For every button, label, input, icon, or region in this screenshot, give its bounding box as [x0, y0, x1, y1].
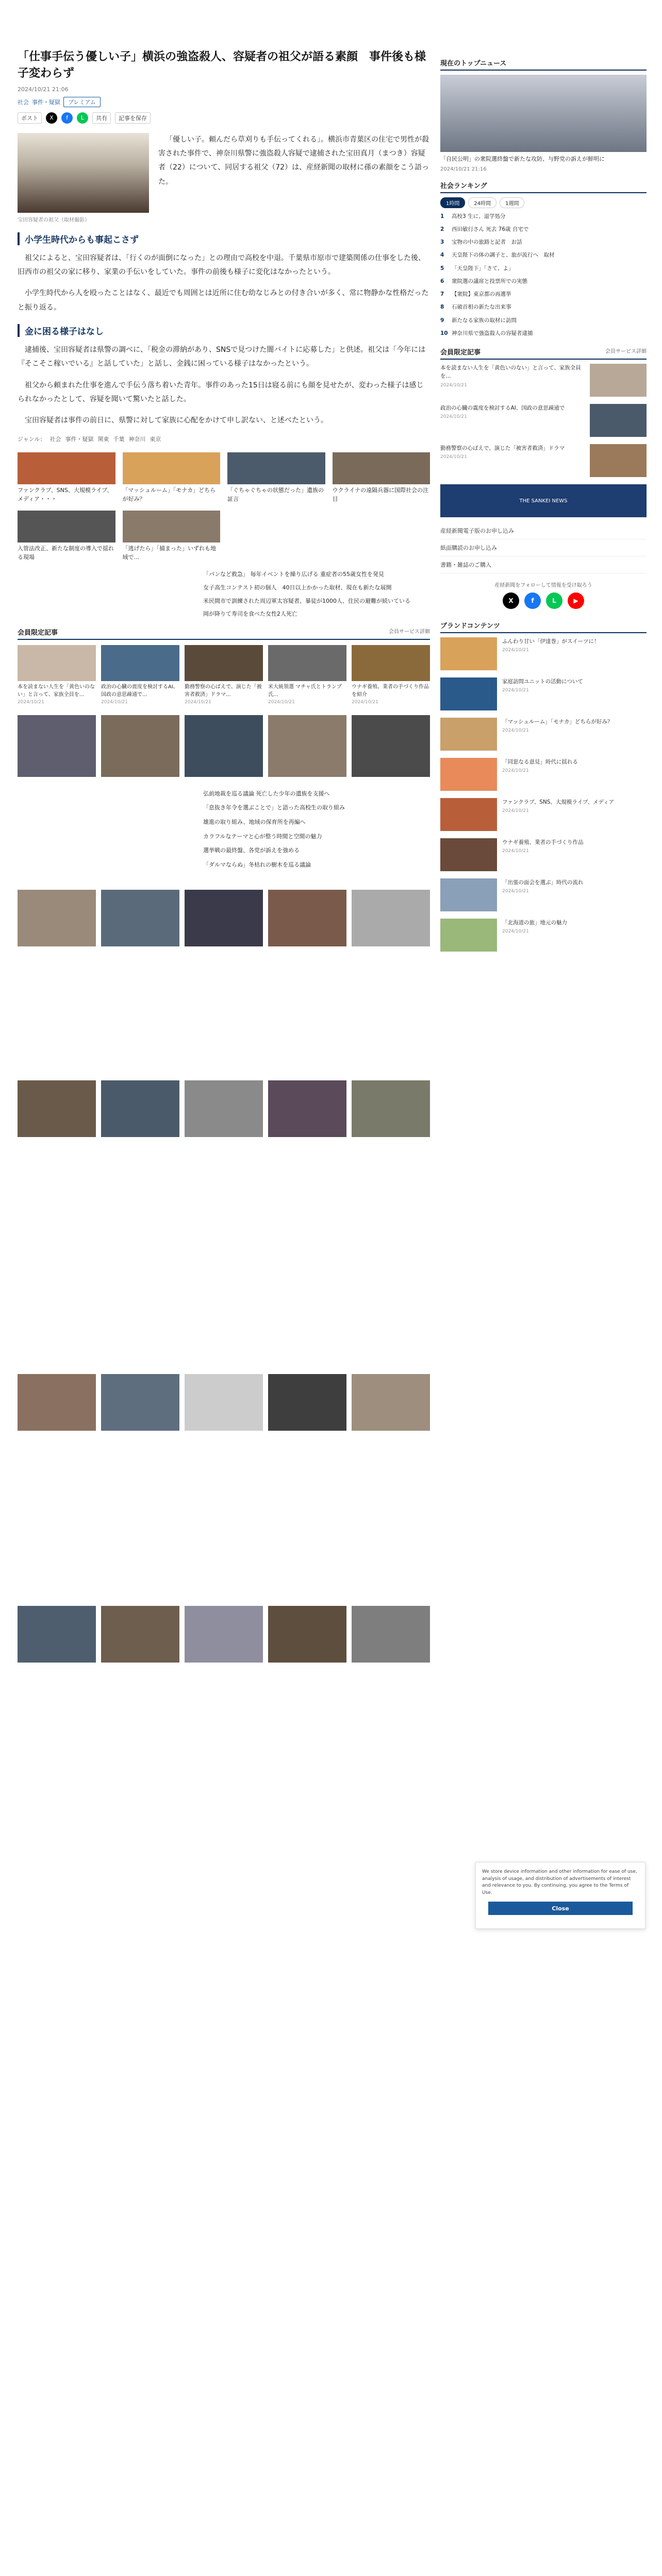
lead-text	[158, 133, 430, 223]
member-cards	[18, 645, 430, 705]
genre-link[interactable]: 東京	[150, 436, 161, 443]
ranking-tabs	[440, 197, 647, 208]
photo-grid-3	[18, 1080, 430, 1137]
genre-link[interactable]: 事件・疑獄	[65, 436, 94, 443]
brand-card[interactable]: 家庭訪問ユニットの活動について 2024/10/21	[440, 677, 647, 710]
facebook-icon[interactable]: f	[61, 112, 73, 124]
tag-society[interactable]: 社会	[18, 98, 29, 106]
photo-card[interactable]	[18, 890, 96, 946]
tab-1h[interactable]: 1時間	[440, 197, 465, 208]
photo-card[interactable]	[185, 1606, 263, 1663]
photo-card[interactable]	[352, 1374, 430, 1431]
ranking-item[interactable]: 5 「天皇陛下」「さて、よ」	[440, 265, 514, 272]
text-link[interactable]: 「パンなど救急」 毎年イベントを繰り広げる 重症者の55歳女性を発見	[203, 571, 384, 578]
photo-card[interactable]	[18, 1374, 96, 1431]
brand-title: ブランドコンテンツ	[440, 620, 647, 633]
top-news-photo	[440, 75, 647, 152]
photo-card[interactable]	[101, 890, 179, 946]
photo-card[interactable]	[185, 1374, 263, 1431]
brand-card[interactable]: 「北海道の旅」地元の魅力 2024/10/21	[440, 919, 647, 952]
photo-grid-2	[18, 890, 430, 946]
body-paragraph: 宝田容疑者は事件の前日に、県警に対して家族に心配をかけて申し訳ない、と述べたという。	[25, 416, 328, 425]
cookie-text: We store device information and other information for ease of use, analysis of usage, and distribution of advertisements of interest and relevance to you. By continuing, you agree to the Terms of Use.	[482, 1869, 637, 1895]
side-members-title: 会員限定記事 会員サービス詳細	[440, 347, 647, 360]
ranking-item[interactable]: 10 神奈川県で強盗殺人の容疑者逮捕	[440, 330, 533, 336]
cookie-close-button[interactable]: Close	[488, 1902, 633, 1915]
body-paragraph: 祖父から頼まれた仕事を進んで手伝う落ち着いた青年。事件のあった15日は寝る前にも顔を見せたが、変わった様子は感じられなかったとして、容疑を聞いて驚いたと話した。	[18, 381, 424, 403]
photo-grid-4	[18, 1374, 430, 1431]
related-thumbs	[18, 452, 430, 562]
article-date: 2024/10/21 21:06	[18, 86, 69, 93]
ranking-item[interactable]: 2 西田敏行さん 死去 76歳 自宅で	[440, 226, 529, 232]
ranking-item[interactable]: 4 天皇陛下の体の調子と、旅が流行へ 取材	[440, 252, 555, 259]
side-link[interactable]: 書籍・雑誌のご購入	[440, 556, 647, 573]
youtube-icon[interactable]: ▶	[568, 592, 584, 609]
post-button[interactable]: ポスト	[18, 112, 42, 124]
x-icon[interactable]: X	[503, 592, 519, 609]
lead-block	[18, 133, 430, 223]
more-link[interactable]: 「息抜き年令を選ぶことで」と語った高校生の取り組み	[203, 804, 345, 811]
lead-paragraph: 「優しい子。頼んだら草刈りも手伝ってくれる」。横浜市青葉区の住宅で男性が殺害された事件で、神奈川県警に強盗殺人容疑で逮捕された宝田真月（まつき）容疑者（22）について、同居する祖父（72）は、産経新聞の取材に孫の素顔をこう語った。	[158, 135, 429, 186]
top-news-card[interactable]	[440, 75, 647, 172]
side-member-card[interactable]: 政治の心臓の震度を検討するAI、国政の意思疎通で 2024/10/21	[440, 404, 647, 437]
ranking-item[interactable]: 7 【衆院】東京都の再選挙	[440, 291, 511, 298]
share-bar	[18, 112, 430, 124]
photo-grid	[18, 715, 430, 777]
body-paragraph: 小学生時代から人を殴ったことはなく、最近でも周囲とは近所に住む幼なじみとの付き合いが多く、常に物静かな性格だったと振り返る。	[18, 289, 429, 312]
article-body	[18, 232, 430, 428]
more-list	[18, 789, 430, 870]
genre-row	[18, 435, 430, 443]
genre-link[interactable]: 社会	[49, 436, 61, 443]
related-item[interactable]: ファンクラブ、SNS、大規模ライブ、メディア・・・	[18, 452, 115, 503]
follow-block	[440, 581, 647, 609]
body-paragraph: 逮捕後、宝田容疑者は県警の調べに、「税金の滞納があり、SNSで見つけた闇バイトに応募した」と供述。祖父は「今年には『そこそこ稼いでいる』と話していた」と話し、金銭に困っている様子はなかったという。	[18, 345, 426, 368]
photo-card[interactable]	[268, 1374, 346, 1431]
photo-card[interactable]	[352, 715, 430, 777]
top-news-date: 2024/10/21 21:16	[440, 166, 487, 172]
top-news-headline: 「自民公明」の衆院選終盤で新たな攻防、与野党の訴えが鮮明に	[440, 156, 605, 162]
photo-card[interactable]	[18, 1080, 96, 1137]
related-item[interactable]: 入管法改正、新たな制度の導入で揺れる現場	[18, 511, 115, 562]
lead-photo-wrap	[18, 133, 149, 223]
lead-photo	[18, 133, 149, 213]
member-card[interactable]: 米大統領選 マチャ氏とトランプ氏... 2024/10/21	[268, 645, 346, 705]
side-links	[440, 522, 647, 573]
photo-card[interactable]	[352, 890, 430, 946]
photo-grid-5	[18, 1606, 430, 1663]
text-link-list	[18, 570, 430, 618]
section-heading-2: 金に困る様子はなし	[18, 324, 430, 337]
ranking-item[interactable]: 6 衆院選の議席と投票所での実態	[440, 278, 527, 284]
photo-card[interactable]	[18, 1606, 96, 1663]
photo-card[interactable]	[268, 715, 346, 777]
share-button[interactable]: 共有	[92, 112, 111, 124]
related-item[interactable]: 「マッシュルーム」「モナカ」どちらが好み？	[123, 452, 221, 503]
photo-card[interactable]	[268, 890, 346, 946]
brand-card[interactable]: 「出張の面会を選ぶ」時代の流れ 2024/10/21	[440, 878, 647, 911]
photo-card[interactable]	[18, 715, 96, 777]
photo-card[interactable]	[268, 1080, 346, 1137]
related-item[interactable]: 「ぐちゃぐちゃの状態だった」遺族の証言	[227, 452, 325, 503]
text-link[interactable]: 岡が降りて寿司を食べた女性2人死亡	[203, 611, 297, 618]
brand-card[interactable]: ふんわり甘い「伊達巻」がスイーツに！ 2024/10/21	[440, 637, 647, 670]
photo-card[interactable]	[352, 1080, 430, 1137]
side-member-card[interactable]: 本を読まない人生を「黄色いのない」と言って、家族全員を... 2024/10/21	[440, 364, 647, 397]
photo-card[interactable]	[101, 1080, 179, 1137]
ranking-item[interactable]: 9 新たなる家族の取材に訪問	[440, 317, 517, 324]
more-link[interactable]: カラフルなテーマと心が整う時間と空間の魅力	[203, 833, 322, 840]
line-icon[interactable]: L	[546, 592, 562, 609]
line-icon[interactable]: L	[77, 112, 88, 124]
photo-card[interactable]	[185, 1080, 263, 1137]
text-link[interactable]: 女子高生コンテスト初の個人 40日以上かかった取材、現在も新たな展開	[203, 584, 392, 591]
brand-card[interactable]: 「マッシュルーム」「モナカ」どちらが好み？ 2024/10/21	[440, 718, 647, 751]
ranking-title: 社会ランキング	[440, 180, 647, 193]
members-section-title: 会員限定記事 会員サービス詳細	[18, 627, 430, 640]
x-icon[interactable]: X	[46, 112, 57, 124]
tab-24h[interactable]: 24時間	[468, 197, 496, 208]
facebook-icon[interactable]: f	[524, 592, 541, 609]
photo-card[interactable]	[101, 1606, 179, 1663]
more-link[interactable]: 「ダルマならぬ」冬枯れの樹木を巡る議論	[203, 861, 311, 868]
side-members-more[interactable]: 会員サービス詳細	[605, 349, 647, 355]
photo-caption: 宝田容疑者の祖父（取材撮影）	[18, 217, 90, 223]
brand-card[interactable]: ウナギ養殖、業者の手づくり作品 2024/10/21	[440, 838, 647, 871]
photo-card[interactable]	[185, 890, 263, 946]
brand-card[interactable]: 「同窓なる意見」時代に揺れる 2024/10/21	[440, 758, 647, 791]
genre-link[interactable]: 関東	[97, 436, 109, 443]
side-member-card[interactable]: 勤務警察の心ばえで、演じた「被害者救済」ドラマ 2024/10/21	[440, 444, 647, 477]
member-card[interactable]: 勤務警察の心ばえで、演じた「被害者救済」ドラマ... 2024/10/21	[185, 645, 263, 705]
article-tags	[18, 97, 430, 107]
members-more-link[interactable]: 会員サービス詳細	[389, 629, 430, 635]
sidebar	[440, 58, 647, 959]
side-link[interactable]: 産経新聞電子版のお申し込み	[440, 522, 647, 539]
sankei-banner[interactable]: THE SANKEI NEWS	[440, 484, 647, 517]
brand-card[interactable]: ファンクラブ、SNS、大規模ライブ、メディア 2024/10/21	[440, 798, 647, 831]
photo-card[interactable]	[101, 715, 179, 777]
tag-incident[interactable]: 事件・疑獄	[32, 98, 60, 106]
text-link[interactable]: 米民間市で訓練された周辺軍太容疑者、暴徒が1000人、住民の避難が続いている	[203, 597, 410, 604]
photo-card[interactable]	[101, 1374, 179, 1431]
photo-card[interactable]	[352, 1606, 430, 1663]
side-link[interactable]: 紙面購読のお申し込み	[440, 539, 647, 556]
genre-label: ジャンル：	[18, 436, 46, 443]
ranking-list	[440, 212, 647, 338]
member-card[interactable]: 政治の心臓の震度を検討するAI、国政の意思疎通で... 2024/10/21	[101, 645, 179, 705]
article-main	[18, 49, 430, 1663]
member-card[interactable]: ウナギ養殖、業者の手づくり作品を紹介 2024/10/21	[352, 645, 430, 705]
related-item[interactable]: 「逃げたら」「捕まった」いずれも地域で...	[123, 511, 221, 562]
tab-1w[interactable]: 1週間	[500, 197, 524, 208]
ranking-item[interactable]: 3 宝物の中の旅路と記者 お話	[440, 239, 522, 246]
section-heading-1: 小学生時代からも事起こさず	[18, 232, 430, 245]
genre-link[interactable]: 千葉	[113, 436, 125, 443]
related-item[interactable]: ウクライナの遠隔兵器に国際社会の注目	[333, 452, 431, 503]
more-link[interactable]: 弘前地裁を巡る議論 死亡した少年の遺族を支援へ	[203, 790, 330, 797]
article-title: 「仕事手伝う優しい子」横浜の強盗殺人、容疑者の祖父が語る素顔 事件後も様子変わらず	[18, 50, 426, 80]
cookie-dialog	[475, 1862, 646, 1929]
photo-card[interactable]	[268, 1606, 346, 1663]
save-article-button[interactable]: 記事を保存	[115, 112, 151, 124]
body-paragraph: 祖父によると、宝田容疑者は、「行くのが面倒になった」との理由で高校を中退。千葉県市原市で建築関係の仕事をした後、旧西市の祖父の家に移り、家業の手伝いをしていた。事件の前後も様子に変化はなかったという。	[18, 253, 425, 277]
follow-text: 産経新聞をフォローして情報を受け取ろう	[494, 583, 592, 589]
member-card[interactable]: 本を読まない人生を「黄色いのない」と言って、家族全員を... 2024/10/21	[18, 645, 96, 705]
more-link[interactable]: 選挙戦の最終盤、各党が訴えを強める	[203, 847, 300, 854]
more-link[interactable]: 雄進の取り組み、地域の保育所を再編へ	[203, 819, 306, 826]
ranking-item[interactable]: 8 石破首相の新たな出来事	[440, 304, 511, 311]
genre-link[interactable]: 神奈川	[128, 436, 146, 443]
premium-badge: プレミアム	[63, 97, 101, 107]
photo-card[interactable]	[185, 715, 263, 777]
top-news-title: 現在のトップニュース	[440, 58, 647, 71]
ranking-item[interactable]: 1 高校3 生に、退学処分	[440, 213, 506, 219]
